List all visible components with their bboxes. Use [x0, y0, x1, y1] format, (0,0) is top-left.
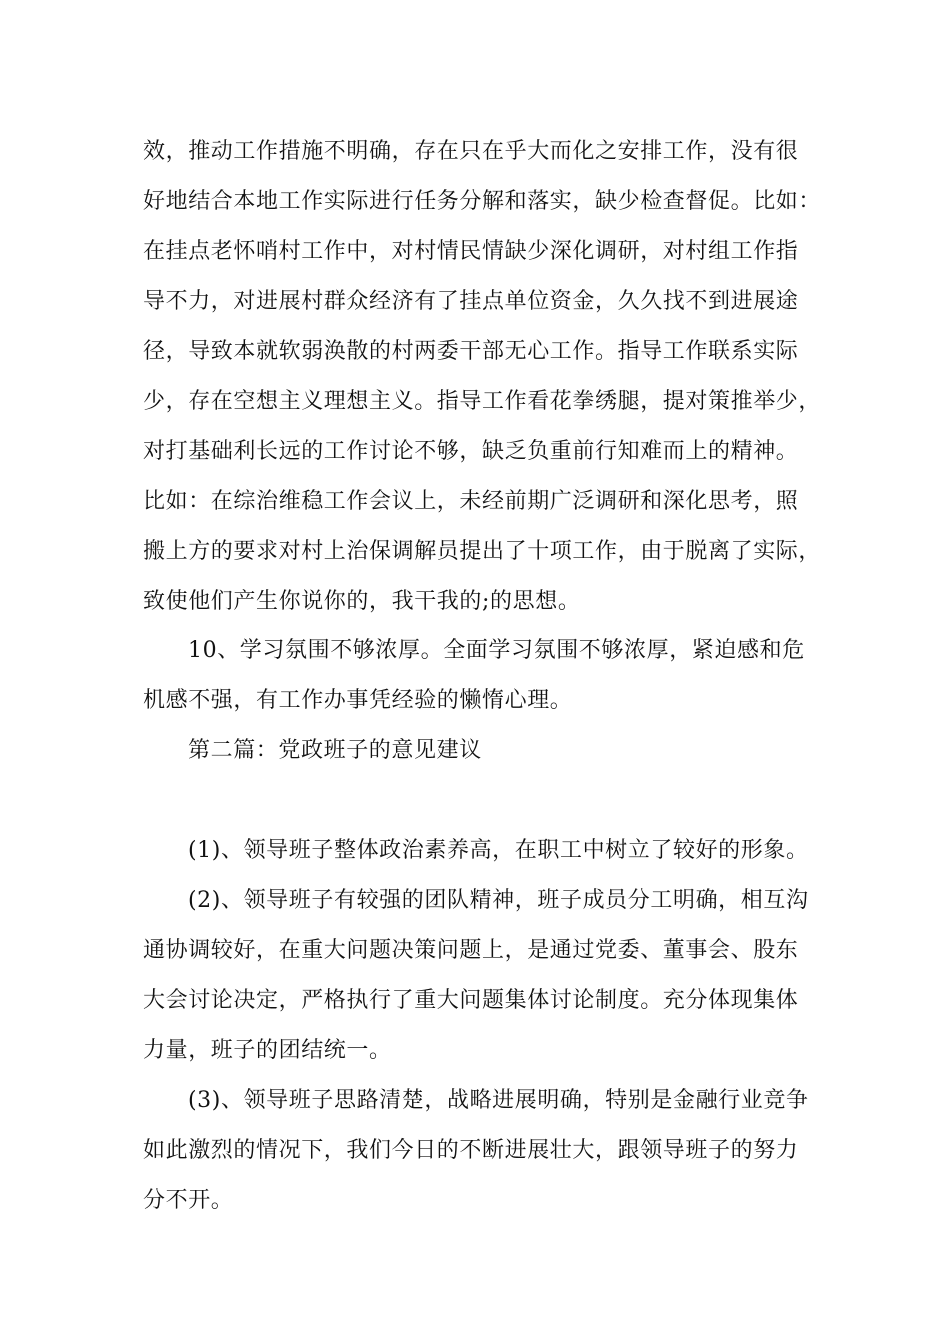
text-line: 对打基础利长远的工作讨论不够，缺乏负重前行知难而上的精神。: [143, 439, 799, 464]
text-line: 径，导致本就软弱涣散的村两委干部无心工作。指导工作联系实际: [143, 339, 799, 364]
text-line: 导不力，对进展村群众经济有了挂点单位资金，久久找不到进展途: [143, 289, 799, 314]
text-line: 搬上方的要求对村上治保调解员提出了十项工作，由于脱离了实际，: [143, 539, 822, 564]
text-line: 致使他们产生你说你的，我干我的;的思想。: [143, 589, 581, 614]
text-line: 效，推动工作措施不明确，存在只在乎大而化之安排工作，没有很: [143, 139, 799, 164]
text-line: 通协调较好，在重大问题决策问题上，是通过党委、董事会、股东: [143, 938, 799, 963]
text-line: 如此激烈的情况下，我们今日的不断进展壮大，跟领导班子的努力: [143, 1138, 799, 1163]
text-line: 机感不强，有工作办事凭经验的懒惰心理。: [143, 688, 573, 713]
text-line: 好地结合本地工作实际进行任务分解和落实，缺少检查督促。比如：: [143, 189, 822, 214]
item-2: (2)、领导班子有较强的团队精神，班子成员分工明确，相互沟: [188, 888, 809, 913]
item-1: (1)、领导班子整体政治素养高，在职工中树立了较好的形象。: [188, 838, 809, 863]
text-line: 分不开。: [143, 1188, 234, 1213]
text-line: 力量，班子的团结统一。: [143, 1038, 392, 1063]
text-line: 少，存在空想主义理想主义。指导工作看花拳绣腿，提对策推举少，: [143, 389, 822, 414]
section-heading: 第二篇：党政班子的意见建议: [188, 738, 482, 763]
paragraph-10-start: 10、学习氛围不够浓厚。全面学习氛围不够浓厚，紧迫感和危: [188, 638, 805, 663]
text-line: 大会讨论决定，严格执行了重大问题集体讨论制度。充分体现集体: [143, 988, 799, 1013]
text-line: 比如：在综治维稳工作会议上，未经前期广泛调研和深化思考，照: [143, 489, 799, 514]
text-line: 在挂点老怀哨村工作中，对村情民情缺少深化调研，对村组工作指: [143, 239, 799, 264]
item-3: (3)、领导班子思路清楚，战略进展明确，特别是金融行业竞争: [188, 1088, 809, 1113]
